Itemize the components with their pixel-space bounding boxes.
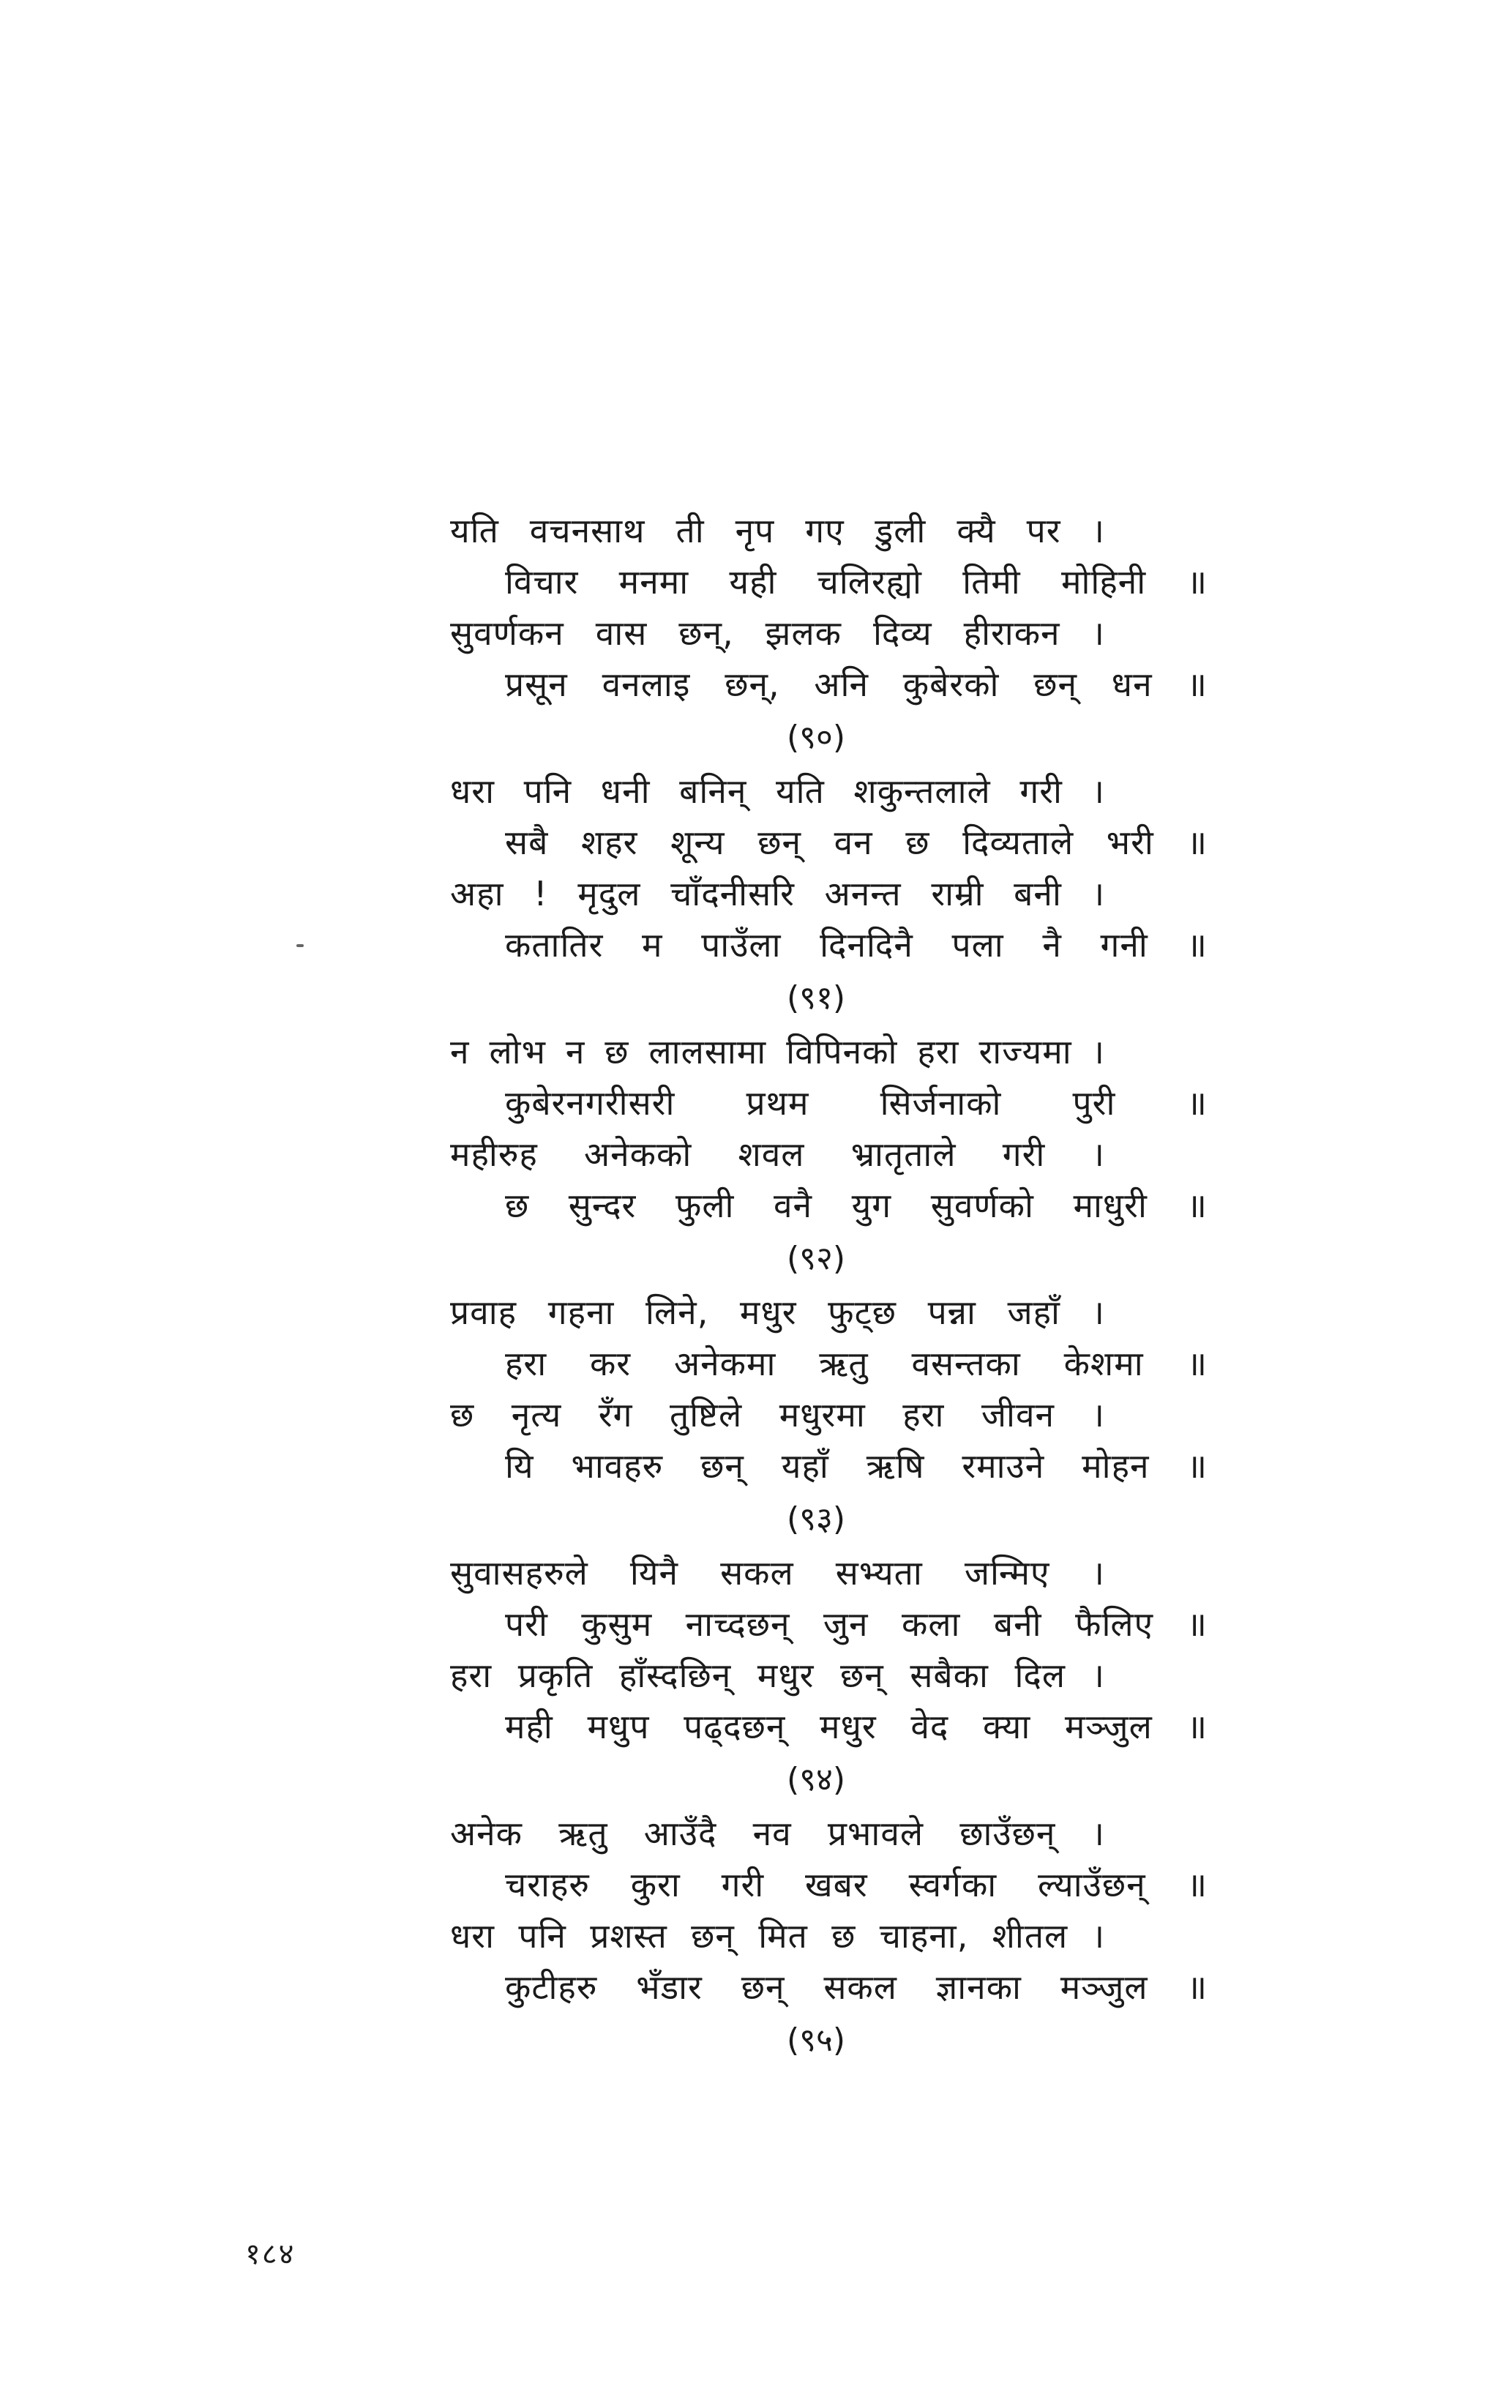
poem-line: प्रवाह गहना लिने, मधुर फुट्छ पन्ना जहाँ । — [450, 1293, 1105, 1332]
poem-line: अहा ! मृदुल चाँदनीसरि अनन्त राम्री बनी । — [450, 874, 1105, 913]
poem-line: धरा पनि प्रशस्त छन् मित छ चाहना, शीतल । — [450, 1916, 1105, 1956]
stanza-number: (९०) — [786, 719, 846, 756]
poem-line: यि भावहरु छन् यहाँ ऋषि रमाउने मोहन ॥ — [505, 1446, 1208, 1486]
poem-line: सुवासहरुले यिनै सकल सभ्यता जन्मिए । — [450, 1553, 1105, 1593]
stanza-92 — [450, 1026, 1211, 1284]
stanza-91 — [450, 766, 1211, 1023]
poem-line: प्रसून वनलाइ छन्, अनि कुबेरको छन् धन ॥ — [505, 665, 1208, 704]
poem-body — [450, 505, 1211, 2068]
poem-line: न लोभ न छ लालसामा विपिनको हरा राज्यमा । — [450, 1032, 1105, 1072]
print-speck — [296, 944, 304, 947]
poem-line: परी कुसुम नाच्दछन् जुन कला बनी फैलिए ॥ — [505, 1604, 1208, 1644]
poem-line: छ सुन्दर फुली वनै युग सुवर्णको माधुरी ॥ — [505, 1186, 1208, 1225]
poem-line: महीरुह अनेकको शवल भ्रातृताले गरी । — [450, 1134, 1105, 1174]
poem-line: कुबेरनगरीसरी प्रथम सिर्जनाको पुरी ॥ — [505, 1083, 1208, 1123]
poem-line: अनेक ऋतु आउँदै नव प्रभावले छाउँछन् । — [450, 1814, 1105, 1853]
poem-line: छ नृत्य रँग तुष्टिले मधुरमा हरा जीवन । — [450, 1395, 1105, 1435]
poem-line: हरा कर अनेकमा ऋतु वसन्तका केशमा ॥ — [505, 1344, 1208, 1383]
poem-line: कुटीहरु भँडार छन् सकल ज्ञानका मञ्जुल ॥ — [505, 1967, 1208, 2007]
stanza-number: (९२) — [786, 1240, 846, 1277]
poem-line: सबै शहर शून्य छन् वन छ दिव्यताले भरी ॥ — [505, 823, 1208, 862]
poem-line: यति वचनसाथ ती नृप गए डुली क्यै पर । — [450, 511, 1105, 550]
poem-line: विचार मनमा यही चलिरह्यो तिमी मोहिनी ॥ — [505, 562, 1208, 602]
stanza-95 — [450, 1808, 1211, 2065]
stanza-number: (९५) — [786, 2022, 846, 2059]
poem-line: धरा पनि धनी बनिन् यति शकुन्तलाले गरी । — [450, 771, 1105, 811]
page-number: १८४ — [245, 2237, 296, 2271]
poem-line: सुवर्णकन वास छन्, झलक दिव्य हीराकन । — [450, 613, 1105, 653]
poem-line: हरा प्रकृति हाँस्दछिन् मधुर छन् सबैका दिल । — [450, 1656, 1105, 1695]
stanza-90 — [450, 505, 1211, 763]
poem-line: चराहरु कुरा गरी खबर स्वर्गका ल्याउँछन् ॥ — [505, 1865, 1208, 1904]
stanza-number: (९३) — [786, 1500, 846, 1538]
stanza-number: (९४) — [786, 1761, 846, 1798]
stanza-94 — [450, 1547, 1211, 1805]
poem-line: मही मधुप पढ्दछन् मधुर वेद क्या मञ्जुल ॥ — [505, 1707, 1208, 1746]
stanza-number: (९१) — [786, 979, 846, 1017]
stanza-93 — [450, 1287, 1211, 1544]
poem-line: कतातिर म पाउँला दिनदिनै पला नै गनी ॥ — [505, 925, 1208, 965]
